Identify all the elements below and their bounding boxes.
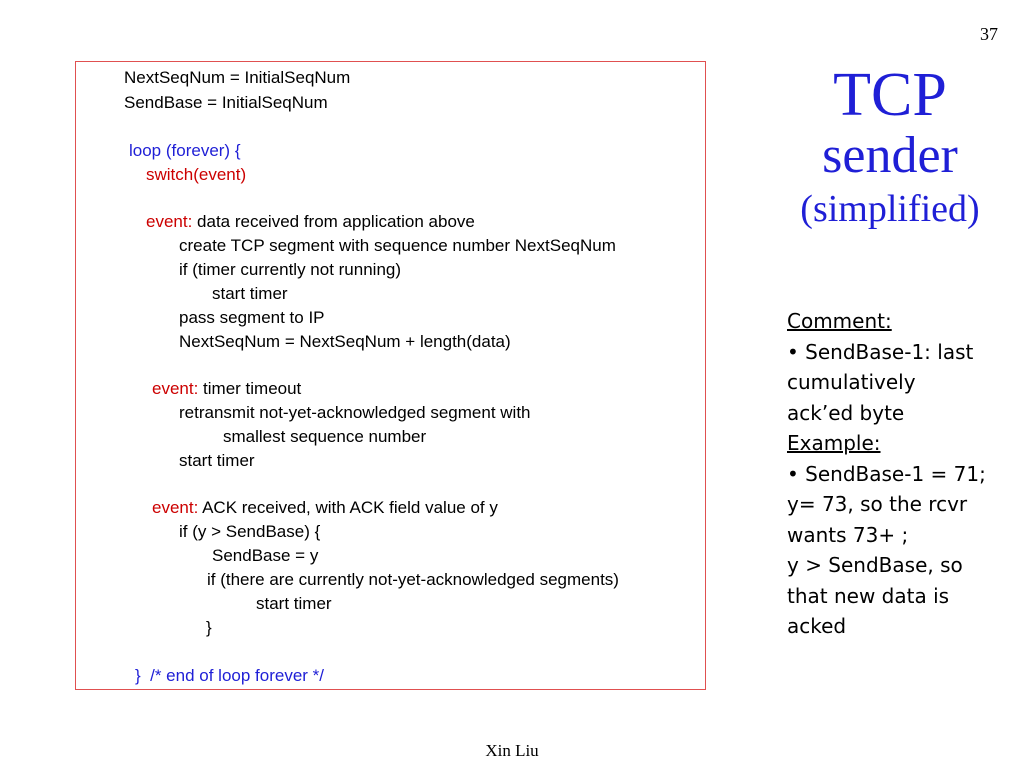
code-line-loop-end: } /* end of loop forever */ xyxy=(135,666,325,685)
comment-bullet-line: • SendBase-1: last xyxy=(787,339,974,364)
footer-author: Xin Liu xyxy=(485,741,539,760)
event-keyword: event: xyxy=(152,498,199,517)
code-line: if (there are currently not-yet-acknowledged segments) xyxy=(207,570,619,589)
title-line-2: sender xyxy=(822,127,958,184)
code-line: } xyxy=(206,618,212,637)
title-line-3: (simplified) xyxy=(800,188,980,230)
code-line: SendBase = InitialSeqNum xyxy=(124,93,328,112)
comment-block xyxy=(787,306,1019,642)
slide-title xyxy=(760,62,1020,234)
code-line: if (timer currently not running) xyxy=(179,260,402,279)
event-description: timer timeout xyxy=(198,379,302,398)
event-keyword: event: xyxy=(146,212,193,231)
code-line: pass segment to IP xyxy=(179,308,325,327)
comment-heading: Comment: xyxy=(787,309,892,333)
code-line: start timer xyxy=(256,594,332,613)
example-bullet-line: acked xyxy=(787,614,847,638)
code-line: NextSeqNum = NextSeqNum + length(data) xyxy=(179,332,511,351)
code-line: NextSeqNum = InitialSeqNum xyxy=(124,68,351,87)
code-line: smallest sequence number xyxy=(223,427,427,446)
code-line: if (y > SendBase) { xyxy=(179,522,321,541)
example-bullet-line: that new data is xyxy=(787,583,950,608)
example-bullet-line: wants 73+ ; xyxy=(787,522,909,547)
example-bullet-line: y= 73, so the rcvr xyxy=(787,492,968,516)
example-bullet-line: y > SendBase, so xyxy=(787,553,963,577)
title-line-1: TCP xyxy=(833,61,947,129)
code-line-event xyxy=(152,379,301,399)
code-line: start timer xyxy=(212,284,288,303)
page-number: 37 xyxy=(980,24,998,44)
comment-bullet-line: cumulatively xyxy=(787,370,916,394)
example-bullet-line: • SendBase-1 = 71; xyxy=(787,461,986,486)
code-line-event xyxy=(152,498,498,518)
code-line-switch: switch(event) xyxy=(146,165,247,184)
example-heading: Example: xyxy=(787,431,881,455)
code-line-event xyxy=(146,212,475,232)
code-line-loop: loop (forever) { xyxy=(129,141,241,160)
comment-bullet-line: ack’ed byte xyxy=(787,400,905,425)
event-description: data received from application above xyxy=(192,212,475,231)
code-line: retransmit not-yet-acknowledged segment with xyxy=(179,403,531,422)
code-line: create TCP segment with sequence number NextSeqNum xyxy=(179,236,616,255)
event-keyword: event: xyxy=(152,379,199,398)
code-line: SendBase = y xyxy=(212,546,319,565)
code-line: start timer xyxy=(179,451,255,470)
event-description: ACK received, with ACK field value of y xyxy=(198,498,498,517)
